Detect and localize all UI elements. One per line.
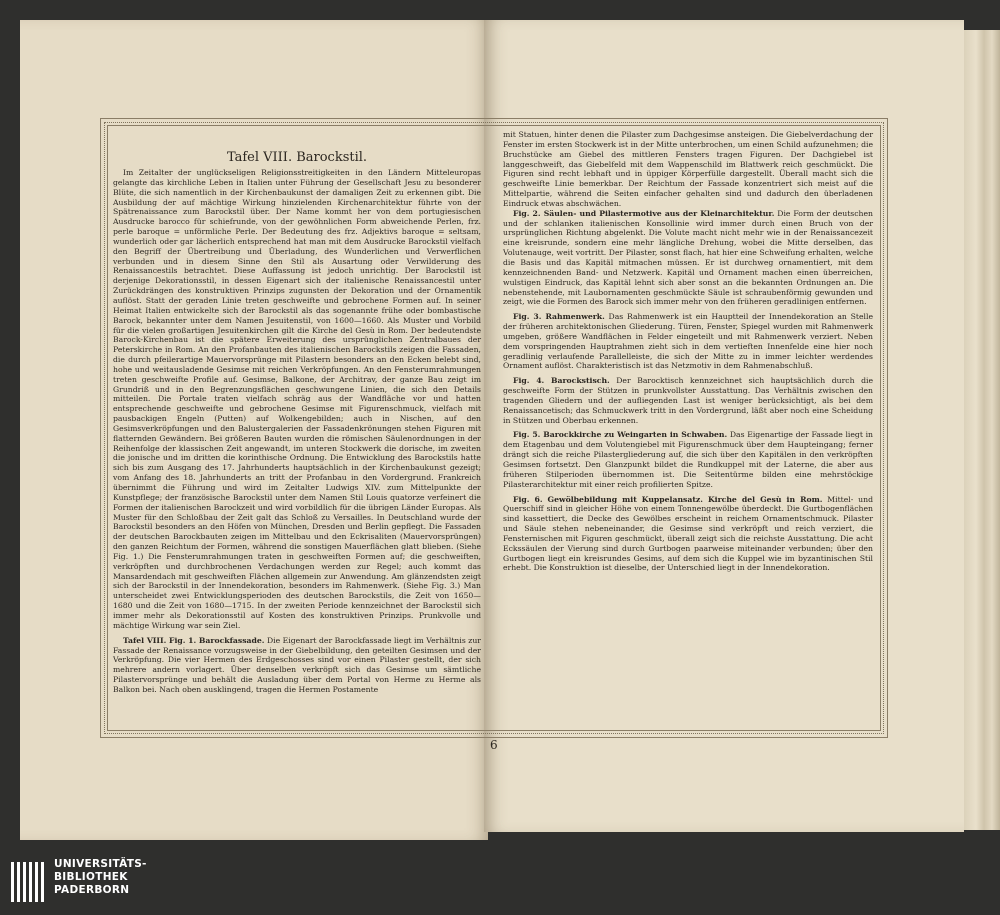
fig4-paragraph: [503, 376, 873, 425]
fig5-paragraph: [503, 430, 873, 489]
fig3-heading: Fig. 3. Rahmenwerk.: [513, 312, 605, 322]
fig2-paragraph: [503, 209, 873, 307]
fig1-continuation: mit Statuen, hinter denen die Pilaster zum Dachgesimse ansteigen. Die Giebelverdachung der Fenster im ersten Stockwerk ist in der Mitte unterbrochen, um einen Schild aufzunehmen; die Bruchstücke am Giebel des mittleren Fensters tragen Figuren. Der Dachgiebel ist langgeschweift, das Giebelfeld mit dem Wappenschild im Blattwerk reich geschmückt. Die Figuren sind recht lebhaft und in üppiger Körperfülle dargestellt. Überall macht sich die geschweifte Linie bemerkbar. Der Reichtum der Fassade konzentriert sich meist auf die Mittelpartie, während die Seiten einfacher gehalten sind und dadurch den überladenen Eindruck etwas abschwächen.: [503, 130, 873, 208]
fig4-heading: Fig. 4. Barockstisch.: [513, 376, 610, 386]
right-text-column: [503, 130, 873, 573]
fig6-heading: Fig. 6. Gewölbebildung mit Kuppelansatz. Kirche del Gesù in Rom.: [513, 494, 823, 504]
fig2-text: Die Form der deutschen und der schlanken italienischen Konsollinie wird immer durch einen Bruch von der ursprünglichen Richtung abgelenkt. Die Volute macht nicht mehr wie in der Renaissancezeit eine kreisrunde, sondern eine mehr längliche Drehung, wobei die Mitte derselben, das Volutenauge, weit vortritt. Der Pilaster, sonst flach, hat hier eine Schweifung erhalten, welche die Basis und das Kapitäl mitmachen müssen. Er ist durchweg ornamentiert, mit dem kennzeichnenden Band- und Netzwerk. Kapitäl und Ornament machen einen überreichen, wulstigen Eindruck, das Kapitäl lehnt sich aber sonst an die bekannten Ordnungen an. Die nebenstehende, mit Laubornamenten geschmückte Säule ist schraubenförmig gewunden und zeigt, wie die Formen des Barock sich immer mehr von den früheren geradlinigen entfernen.: [503, 208, 873, 307]
library-logo: [10, 856, 150, 908]
page-edges: [960, 30, 1000, 830]
library-logo-icon: [10, 860, 46, 904]
fig2-heading: Fig. 2. Säulen- und Pilastermotive aus der Kleinarchitektur.: [513, 208, 775, 218]
page-title: Tafel VIII. Barockstil.: [226, 150, 368, 165]
intro-paragraph: Im Zeitalter der unglückseligen Religionsstreitigkeiten in den Ländern Mitteleuropas gelangte das kirchliche Leben in Italien unter Führung der Gesellschaft Jesu zu besonderer Blüte, die sich namentlich in der Kirchenbaukunst der damaligen Zeit zu erkennen gibt. Die Ausbildung der auf mächtige Wirkung hinzielenden Kirchenarchitektur führte von der Spätrenaissance zum Barockstil über. Der Name kommt her von dem portugiesischen Ausdrucke barocco für schiefrunde, von der gewöhnlichen Form abweichende Perlen, frz. perle baroque = unförmliche Perle. Der Bedeutung des frz. Adjektivs baroque = seltsam, wunderlich oder gar lächerlich entsprechend hat man mit dem Ausdrucke Barockstil vielfach den Begriff der Übertreibung und Überladung, des Wunderlichen und Verwerflichen verbunden und in diesem Sinne den Stil als Ausartung oder Verwilderung des Renaissancestils betrachtet. Diese Auffassung ist jedoch unrichtig. Der Barockstil ist derjenige Dekorationsstil, in dessen Eigenart sich der italienische Renaissancestil unter Zurückdrängen des konstruktiven Prinzips zugunsten der Dekoration und der Ornamentik auflöst. Statt der geraden Linie treten geschweifte und gebrochene Formen auf. In seiner Heimat Italien entwickelte sich der Barockstil als das sogenannte frühe oder bombastische Barock, bekannter unter dem Namen Jesuitenstil, von 1600—1660. Als Muster und Vorbild für die vielen großartigen Jesuitenkirchen gilt die Kirche del Gesù in Rom. Der bedeutendste Barock-Kirchenbau ist die spätere Erweiterung des ursprünglichen Zentralbaues der Peterskirche in Rom. An den Profanbauten des italienischen Barockstils zeigen die Fassaden, die durch pfeilerartige Mauervorsprünge mit Pilastern besonders an den Ecken belebt sind, hohe und weitausladende Gesimse mit reichen Verkröpfungen. An den Fensterumrahmungen treten geschweifte Profile auf. Gesimse, Balkone, der Architrav, der ganze Bau zeigt im Grundriß und in den Begrenzungsflächen geschwungene Linien, die sich den Details mitteilen. Die Portale traten vielfach schräg aus der Wandfläche vor und hatten entsprechende geschweifte und gebrochene Gesimse mit Figurenschmuck, vielfach mit pausbackigen Engeln (Putten) auf Wolkengebilden; auch in Nischen, auf den Gesimsverkröpfungen und den Balustergalerien der Fassadenkrönungen stehen Figuren mit flatternden Gewändern. Bei größeren Bauten wurden die römischen Säulenordnungen in der Reihenfolge der klassischen Zeit angewandt, im unteren Stockwerk die dorische, im zweiten die jonische und im dritten die korinthische Ordnung. Die Entwicklung des Barockstils hatte sich bis zum Ausgang des 17. Jahrhunderts hauptsächlich in der Kirchenbaukunst gezeigt; vom Anfang des 18. Jahrhunderts an tritt der Profanbau in den Vordergrund. Frankreich übernimmt die Führung und wird im Zeitalter Ludwigs XIV. zum Mittelpunkte der Kunstpflege; der französische Barockstil unter dem Namen Stil Louis quatorze verfeinert die Formen der italienischen Barockzeit und wird vorbildlich für die übrigen Länder Europas. Als Muster für den Schloßbau der Zeit galt das Schloß zu Versailles. In Deutschland wurde der Barockstil besonders an den Höfen von München, Dresden und Berlin gepflegt. Die Fassaden der deutschen Barockbauten zeigen im Mittelbau und den Eckrisaliten (Mauervorsprüngen) den ganzen Reichtum der Formen, während die sonstigen Mauerflächen glatt blieben. (Siehe Fig. 1.) Die Fensterumrahmungen traten in geschweiften Formen auf; die geschweiften, verkröpften und durchbrochenen Verdachungen werden zur Regel; auch kommt das Mansardendach mit geschweiften Flächen allgemein zur Anwendung. Am glänzendsten zeigt sich der Barockstil in der Innendekoration, besonders im Rahmenwerk. (Siehe Fig. 3.) Man unterscheidet zwei Entwicklungsperioden des deutschen Barockstils, die Zeit von 1650—1680 und die Zeit von 1680—1715. In der zweiten Periode kennzeichnet der Barockstil sich immer mehr als Dekorationsstil auf Kosten des konstruktiven Prinzips. Prunkvolle und mächtige Wirkung war sein Ziel.: [113, 168, 481, 630]
fig1-paragraph: [113, 636, 481, 695]
fig3-paragraph: [503, 312, 873, 371]
fig5-text: Das Eigenartige der Fassade liegt in dem Etagenbau und dem Volutengiebel mit Figurenschmuck über dem Haupteingang; ferner drängt sich die reiche Pilastergliederung auf, die sich über den Kapitälen in den verkröpften Gesimsen fortsetzt. Den Glanzpunkt bildet die Rundkuppel mit der Laterne, die aber aus früheren Stilperioden übernommen ist. Die Seitentürme bilden eine mehrstöckige Pilasterarchitektur mit einer reich profilierten Spitze.: [503, 430, 873, 489]
left-text-column: [113, 150, 481, 695]
fig1-heading: Tafel VIII. Fig. 1. Barockfassade.: [123, 635, 265, 645]
fig4-text: Der Barocktisch kennzeichnet sich hauptsächlich durch die geschweifte Form der Stützen in prunkvollster Ausstattung. Das Verhältnis zwischen den tragenden Gliedern und der aufliegenden Last ist weniger berücksichtigt, als bei dem Renaissancetisch; das Schmuckwerk tritt in den Vordergrund, läßt aber noch eine Scheidung in Stützen und Oberbau erkennen.: [503, 376, 873, 425]
fig6-paragraph: [503, 495, 873, 574]
fig6-text: Mittel- und Querschiff sind in gleicher Höhe von einem Tonnengewölbe überdeckt. Die Gurtbogenflächen sind kassettiert, die Decke des Gewölbes erscheint in reichem Ornamentschmuck. Pilaster und Säule stehen nebeneinander, die Gesimse sind verkröpft und reich verziert, die Fensternischen mit Figuren geschmückt, überall zeigt sich die reichste Ausstattung. Die acht Eckssäulen der Vierung sind durch Gurtbogen paarweise miteinander verbunden; über den Gurtbogen liegt ein kreisrundes Gesims, auf dem sich die Kuppel wie im byzantinischen Stil erhebt. Die Konstruktion ist dieselbe, der Unterschied liegt in der Innendekoration.: [503, 494, 873, 573]
fig3-text: Das Rahmenwerk ist ein Hauptteil der Innendekoration an Stelle der früheren architektonischen Gliederung. Türen, Fenster, Spiegel wurden mit Rahmenwerk umgeben, größere Wandflächen in Felder eingeteilt und mit Rahmenwerk verziert. Neben dem vorspringenden Hauptrahmen zieht sich in dem vertieften Innenfelde eine hier noch geradlinig verlaufende Parallelleiste, die sich der Mitte zu in immer leichter werdendes Ornament auflöst. Charakteristisch ist das Netzmotiv in dem Rahmenabschluß.: [503, 312, 873, 371]
library-logo-text: UNIVERSITÄTS- BIBLIOTHEK PADERBORN: [54, 858, 147, 896]
fig5-heading: Fig. 5. Barockkirche zu Weingarten in Schwaben.: [513, 430, 728, 440]
fig1-text: Die Eigenart der Barockfassade liegt im Verhältnis zur Fassade der Renaissance vorzugsweise in der Giebelbildung, den geteilten Gesimsen und der Verkröpfung. Die vier Hermen des Erdgeschosses sind vor einen Pilaster gestellt, der sich mehrere andern vorlagert. Über denselben verkröpft sich das Gesimse um sämtliche Pilastervorsprünge und behält die Ausladung über dem Portal von Herme zu Herme als Balkon bei. Nach oben ausklingend, tragen die Hermen Postamente: [113, 635, 481, 694]
page-number: 6: [490, 738, 498, 752]
